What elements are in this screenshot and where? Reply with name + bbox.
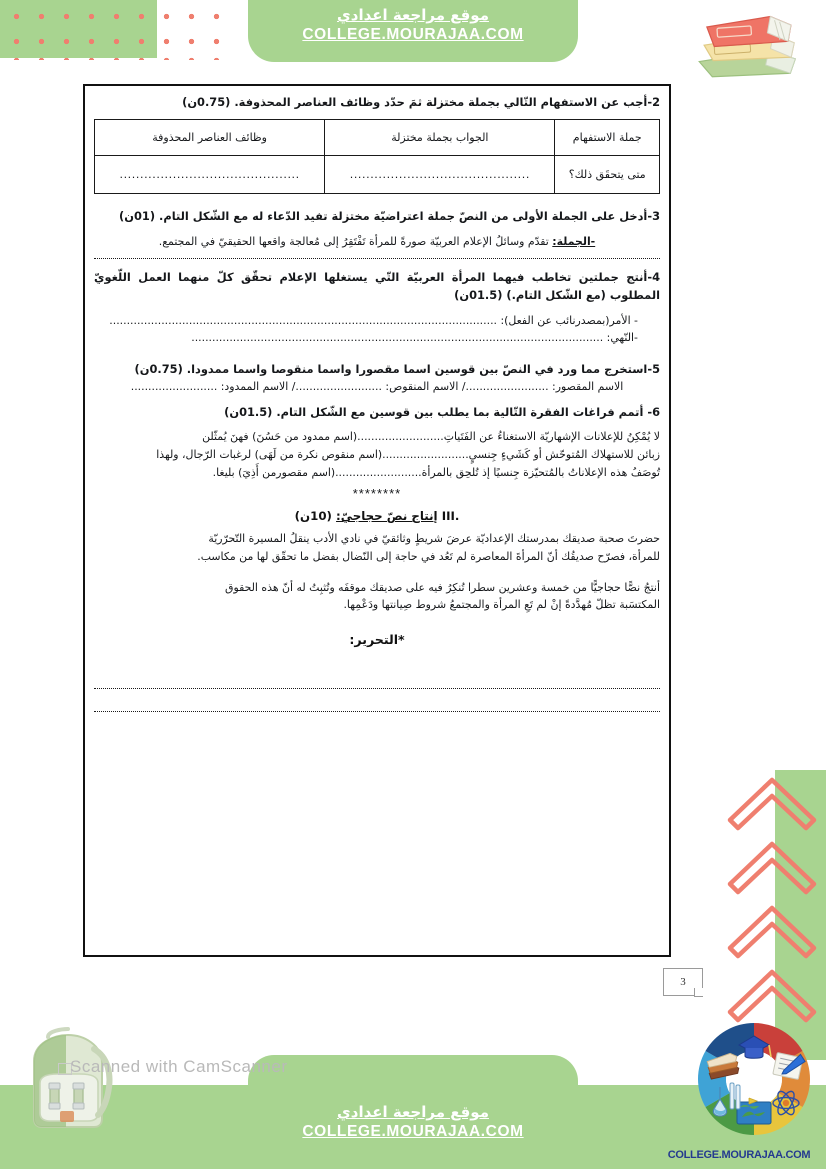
education-donut-logo-icon — [692, 1017, 816, 1141]
table-cell-functions-blank[interactable]: ............................................ — [95, 156, 325, 194]
section-3-intro-line-1: حضرتَ صحبة صديقك بمدرستك الإعداديّة عرضَ شريطٍ وثائقيّ في نادي الأدب ينقلُ المسيرة التّحرّريّة — [208, 532, 660, 546]
camscanner-watermark: Scanned with CamScanner — [70, 1057, 288, 1076]
section-3-task-line-1: أنتجُ نصًّا حجاجيًّا من خمسة وعشرين سطرا تُنكِرُ فيه على صديقك موقفَه وتُثبِتُ له أنّ هذه الحقوق — [225, 580, 660, 594]
section-3-points: (10ن) — [294, 509, 332, 524]
question-4-label-amr: - الأمر(بمصدرنائب عن الفعل): — [497, 313, 638, 327]
question-3-sentence-label: -الجملة: — [552, 234, 596, 248]
brand-url-footer[interactable]: COLLEGE.MOURAJAA.COM — [302, 1123, 524, 1140]
table-col-header-answer: الجواب بجملة مختزلة — [325, 120, 555, 156]
section-separator-asterisks: ******** — [352, 486, 402, 502]
brand-arabic-title-footer: موقع مراجعة اعدادي — [337, 1103, 489, 1121]
section-3-intro-line-2: للمرأة، فصرّح صديقُك أنّ المرأةَ المعاصرة لم تَعُد في حاجة إلى النّضال بفضل ما تحقّق لها من مكاسب. — [197, 550, 660, 564]
question-4-item-2 — [94, 329, 660, 347]
table-col-header-functions: وظائف العناصر المحذوفة — [95, 120, 325, 156]
table-col-header-question: جملة الاستفهام — [555, 120, 660, 156]
question-6-paragraph-line-1[interactable]: لا يُمْكِنُ للإعلانات الإشهاريّة الاستغناءُ عن الفَتَياتِ.........................(اسم ممدود من حَسُنَ) فهنَ يُمثّلن — [202, 430, 660, 444]
question-4-blank-1[interactable]: ................................................................................................................ — [109, 313, 497, 327]
question-3-answer-line[interactable] — [94, 258, 660, 259]
question-4-heading: 4-أنتج جملتين تخاطب فيهما المرأة العربيّة التّي يستغلها الإعلام تحقّق كلّ منهما العمل اللّغويّ المطلوب (مع الشّكل التام.) (01.5ن) — [94, 269, 660, 303]
question-3-heading: 3-أدخل على الجملة الأولى من النصّ جملة اعتراضيّة مختزلة تفيد الدّعاء له مع الشّكل التام. (01ن) — [119, 209, 660, 224]
brand-url-top[interactable]: COLLEGE.MOURAJAA.COM — [302, 26, 524, 43]
question-6-heading: 6- أتمم فراغات الفقرة التّالية بما يطلب بين قوسين مع الشّكل التام. (01.5ن) — [224, 404, 660, 419]
table-cell-answer-blank[interactable]: ............................................ — [325, 156, 555, 194]
question-5-field-manqus[interactable]: / الاسم المنقوص: ......................... — [295, 380, 466, 394]
question-5-fields — [94, 378, 660, 396]
section-3-title — [94, 509, 660, 523]
chevron-decoration-icon — [722, 768, 826, 1028]
answer-line-2[interactable] — [94, 711, 660, 712]
section-3-roman-numeral: III. — [441, 509, 460, 524]
question-4-blank-2[interactable]: ....................................................................................................................... — [191, 331, 604, 345]
page-number-badge: 3 — [663, 968, 703, 996]
table-header-row — [95, 120, 660, 156]
question-5-heading: 5-استخرج مما ورد في النصّ بين قوسين اسما مقصورا واسما منقوصا واسما ممدودا. (0.75ن) — [134, 361, 660, 376]
question-2-heading: 2-أجب عن الاستفهام التّالي بجملة مختزلة ثمَ حدّد وظائف العناصر المحذوفة. (0.75ن) — [182, 95, 660, 109]
table-cell-question: متى يتحقَق ذلك؟ — [555, 156, 660, 194]
answer-line-1[interactable] — [94, 688, 660, 689]
question-3-sentence — [94, 233, 660, 251]
question-5-field-maqsur[interactable]: الاسم المقصور: ........................ — [465, 380, 624, 394]
books-stack-icon — [690, 2, 810, 82]
section-3-task-line-2: المكتسَبة تظلّ مُهدَّدةً إنْ لم تَعِ المرأة والمجتمعُ شروط صِيانتها ودَعْمِها. — [343, 598, 660, 612]
question-6-paragraph-line-3[interactable]: تُوصَفُ هذه الإعلاناتُ بالمُتحيّزة جِنسيًا إذ تُلحِق بالمرأة.........................(اسم مقصورمن أَذِيَ) بليغا. — [212, 465, 660, 479]
question-4-item-1 — [94, 312, 660, 330]
dot-pattern-top-left-lower — [0, 44, 230, 60]
tahrir-label: *التحرير: — [349, 632, 405, 648]
backpack-icon — [8, 1027, 126, 1133]
bottom-band-pill — [248, 1055, 578, 1085]
footer-brand — [248, 1103, 578, 1141]
question-3-sentence-text: تقدّم وسائلُ الإعلام العربيّة صورةً للمرأة تَفْتَقِرُ إلى مُعالجة واقعها الحقيقيّ في المجتمع. — [158, 234, 553, 248]
exam-sheet — [83, 84, 671, 957]
question-2-table — [94, 119, 660, 194]
section-3-title-text: إنتاج نصّ حجاجيّ: — [336, 509, 438, 524]
brand-arabic-title: موقع مراجعة اعدادي — [337, 6, 489, 24]
question-6-paragraph-line-2[interactable]: زبائن للاستهلاك المُتوحّش أو كَشَيءٍ جِنسيٍ.........................(اسم منقوص نكرة من لَهَى) لرغبات الرّجال، ولهذا — [156, 448, 660, 462]
question-4-label-nahy: -النّهي: — [603, 331, 638, 345]
page-badge-fold-corner — [694, 988, 703, 997]
question-5-field-mamdud[interactable]: / الاسم الممدود: ......................... — [130, 380, 296, 394]
table-row — [95, 156, 660, 194]
footer-brand-caption: COLLEGE.MOURAJAA.COM — [667, 1149, 811, 1161]
header-brand — [248, 6, 578, 44]
